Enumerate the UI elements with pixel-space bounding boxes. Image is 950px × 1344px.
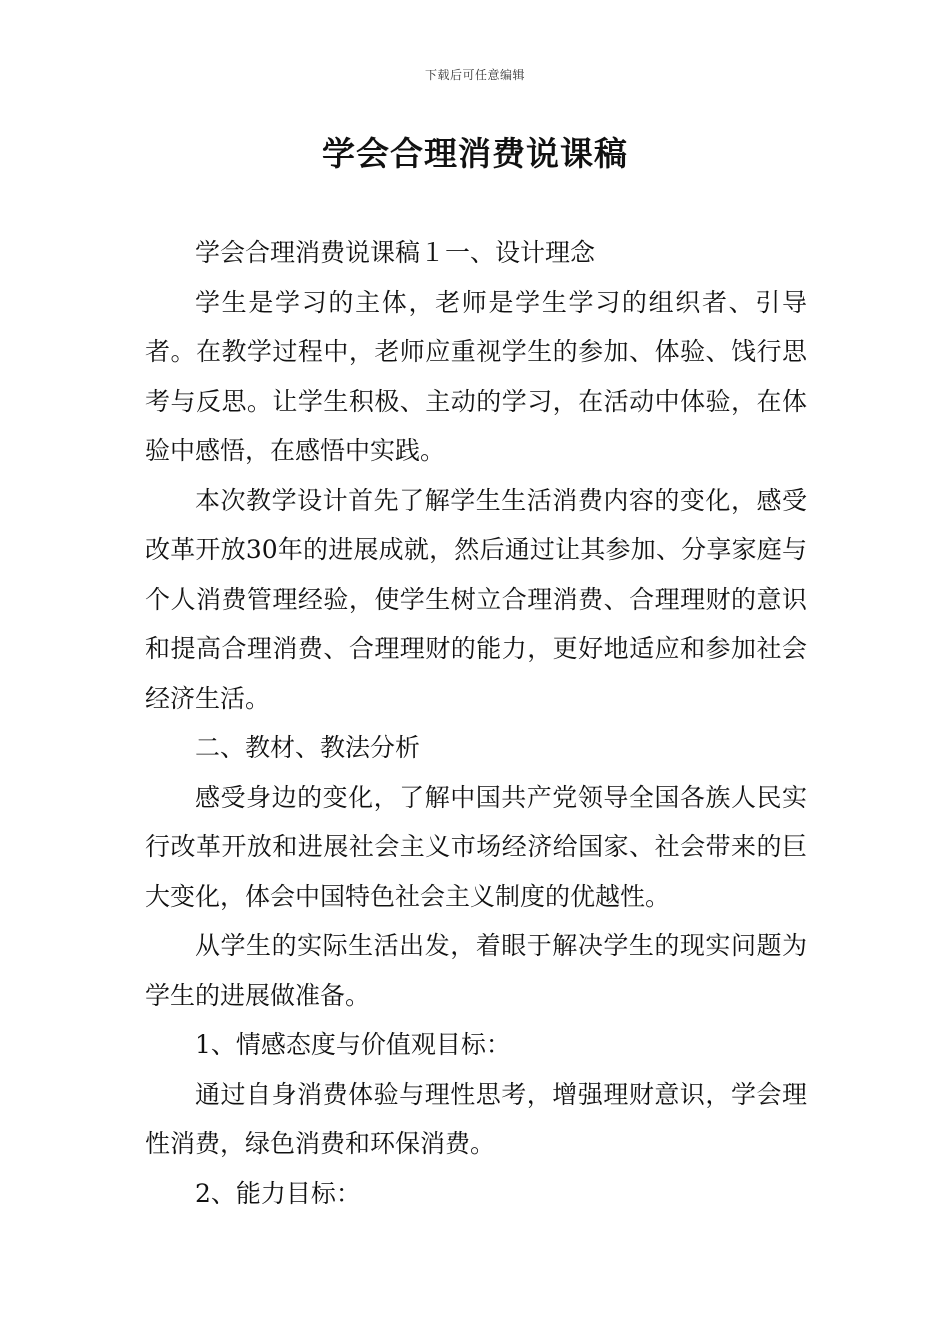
paragraph-goal-one-heading: 1、情感态度与价值观目标： — [195, 1030, 511, 1059]
document-title: 学会合理消费说课稿 — [322, 134, 628, 173]
header-note: 下载后可任意编辑 — [424, 68, 525, 82]
paragraph-design-concept: 学生是学习的主体，老师是学生学习的组织者、引导者。在教学过程中，老师应重视学生的参加、体验、饯行思考与反思。让学生积极、主动的学习，在活动中体验，在体验中感悟，在感悟中实践。 — [145, 287, 807, 465]
paragraph-student-focus: 从学生的实际生活出发，着眼于解决学生的现实问题为学生的进展做准备。 — [145, 931, 807, 1010]
paragraph-goal-one-text: 通过自身消费体验与理性思考，增强理财意识，学会理性消费，绿色消费和环保消费。 — [145, 1079, 807, 1158]
document-body — [145, 228, 807, 1218]
paragraph-goal-two-heading: 2、能力目标： — [195, 1178, 361, 1208]
paragraph-textbook-analysis: 感受身边的变化，了解中国共产党领导全国各族人民实行改革开放和进展社会主义市场经济给国家、社会带来的巨大变化，体会中国特色社会主义制度的优越性。 — [145, 782, 807, 911]
paragraph-section-two-heading: 二、教材、教法分析 — [195, 733, 421, 762]
paragraph-design-overview: 本次教学设计首先了解学生生活消费内容的变化，感受改革开放30年的进展成就，然后通过让其参加、分享家庭与个人消费管理经验，使学生树立合理消费、合理理财的意识和提高合理消费、合理理财的能力，更好地适应和参加社会经济生活。 — [145, 485, 807, 713]
paragraph-section-one-heading: 学会合理消费说课稿１一、设计理念 — [195, 238, 596, 267]
